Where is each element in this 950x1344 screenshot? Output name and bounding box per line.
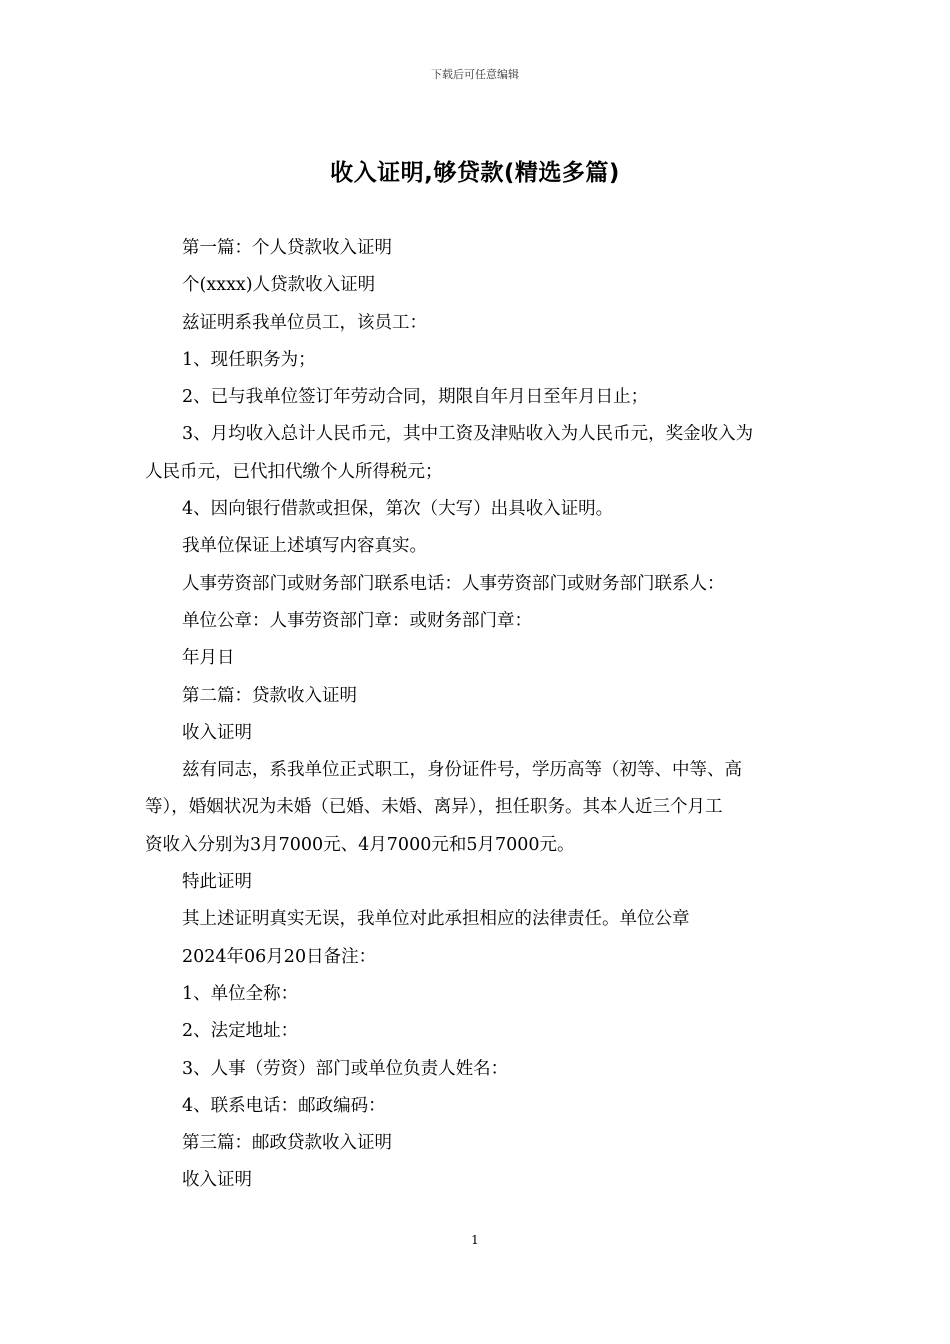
text-line: 年月日 (182, 648, 235, 669)
text-line: 我单位保证上述填写内容真实。 (182, 536, 427, 557)
text-line: 2、已与我单位签订年劳动合同，期限自年月日至年月日止； (182, 387, 649, 408)
text-line: 4、联系电话：邮政编码： (182, 1095, 386, 1116)
document-title: 收入证明,够贷款(精选多篇) (330, 160, 620, 186)
text-line: 第三篇：邮政贷款收入证明 (182, 1133, 392, 1154)
text-line: 人事劳资部门或财务部门联系电话：人事劳资部门或财务部门联系人： (182, 573, 725, 594)
text-line: 1、现任职务为； (182, 349, 316, 370)
text-line: 资收入分别为3月7000元、4月7000元和5月7000元。 (145, 834, 575, 855)
header-note: 下载后可任意编辑 (431, 68, 519, 81)
text-line: 单位公章：人事劳资部门章：或财务部门章： (182, 610, 532, 631)
text-line: 等），婚姻状况为未婚（已婚、未婚、离异），担任职务。其本人近三个月工 (145, 797, 723, 818)
text-line: 2、法定地址： (182, 1021, 299, 1042)
text-line: 特此证明 (182, 872, 252, 893)
text-line: 3、月均收入总计人民币元，其中工资及津贴收入为人民币元，奖金收入为 (182, 424, 754, 445)
text-line: 第二篇：贷款收入证明 (182, 685, 357, 706)
text-line: 个(xxxx)人贷款收入证明 (182, 275, 376, 296)
text-line: 2024年06月20日备注： (182, 946, 377, 967)
text-line: 3、人事（劳资）部门或单位负责人姓名： (182, 1058, 509, 1079)
text-line: 兹有同志，系我单位正式职工，身份证件号，学历高等（初等、中等、高 (182, 760, 742, 781)
text-line: 其上述证明真实无误，我单位对此承担相应的法律责任。单位公章 (182, 909, 690, 930)
text-line: 人民币元，已代扣代缴个人所得税元； (145, 461, 443, 482)
text-line: 第一篇：个人贷款收入证明 (182, 238, 392, 258)
text-line: 4、因向银行借款或担保，第次（大写）出具收入证明。 (182, 499, 614, 520)
text-line: 兹证明系我单位员工，该员工： (182, 312, 427, 333)
page-number: 1 (471, 1233, 479, 1247)
text-line: 1、单位全称： (182, 983, 299, 1004)
text-line: 收入证明 (182, 722, 252, 743)
text-line: 收入证明 (182, 1170, 252, 1191)
document-body (145, 230, 807, 1200)
